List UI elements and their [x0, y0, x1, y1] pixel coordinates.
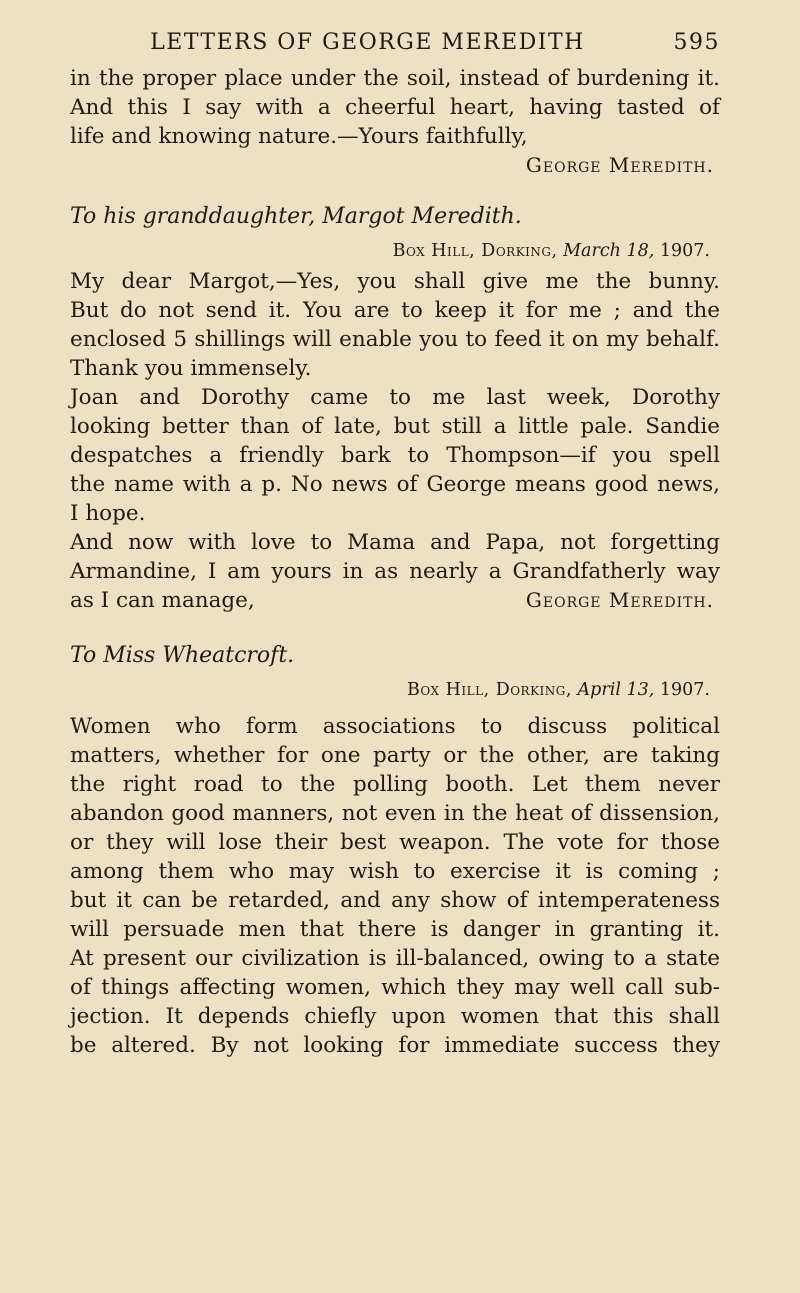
dateline-date: March 18, [563, 241, 655, 261]
text-line: will persuade men that there is danger in granting it. [70, 917, 720, 942]
text-line: Thank you immensely. [70, 356, 312, 381]
text-line: but it can be retarded, and any show of intemperateness [70, 888, 720, 913]
dateline-place: Box Hill, Dorking, [407, 680, 572, 700]
text-line: abandon good manners, not even in the heat of dissension, [70, 801, 720, 826]
dateline-year: 1907. [654, 680, 710, 700]
letter-heading: To Miss Wheatcroft. [70, 643, 295, 668]
text-line: in the proper place under the soil, instead of burdening it. [70, 66, 720, 91]
text-line: despatches a friendly bark to Thompson—if you spell [70, 443, 720, 468]
dateline [70, 676, 720, 704]
text-line: the right road to the polling booth. Let them never [70, 772, 720, 797]
signature: George Meredith. [525, 588, 714, 612]
letter-body [70, 712, 720, 1060]
signature: George Meredith. [525, 153, 714, 177]
dateline-year: 1907. [654, 241, 710, 261]
text-line: And now with love to Mama and Papa, not forgetting [70, 530, 720, 555]
text-line: the name with a p. No news of George means good news, [70, 472, 720, 497]
closing-text: as I can manage, [70, 588, 255, 613]
text-line: be altered. By not looking for immediate success they [70, 1033, 720, 1058]
running-head-title: LETTERS OF GEORGE MEREDITH [150, 30, 585, 55]
text-line: Armandine, I am yours in as nearly a Grandfatherly way [70, 559, 720, 584]
page-number: 595 [673, 30, 720, 55]
text-line: matters, whether for one party or the other, are taking [70, 743, 720, 768]
dateline-date: April 13, [577, 680, 655, 700]
text-line: At present our civilization is ill-balanced, owing to a state [70, 946, 720, 971]
text-line: I hope. [70, 501, 146, 526]
text-line: Joan and Dorothy came to me last week, Dorothy [70, 385, 720, 410]
text-line: looking better than of late, but still a little pale. Sandie [70, 414, 720, 439]
text-line: But do not send it. You are to keep it for me ; and the [70, 298, 720, 323]
running-head [70, 22, 720, 64]
text-line: enclosed 5 shillings will enable you to feed it on my behalf. [70, 327, 720, 352]
letter-body [70, 267, 720, 615]
dateline [70, 237, 720, 265]
closing-line [70, 586, 720, 615]
text-line: jection. It depends chiefly upon women that this shall [70, 1004, 720, 1029]
continuation-paragraph [70, 64, 720, 180]
text-line: My dear Margot,—Yes, you shall give me the bunny. [70, 269, 720, 294]
text-line: Women who form associations to discuss political [70, 714, 720, 739]
text-line: of things affecting women, which they may well call sub- [70, 975, 720, 1000]
text-line: or they will lose their best weapon. The vote for those [70, 830, 720, 855]
text-line: among them who may wish to exercise it is coming ; [70, 859, 720, 884]
text-line: life and knowing nature.—Yours faithfully, [70, 124, 528, 149]
letter-heading: To his granddaughter, Margot Meredith. [70, 204, 522, 229]
dateline-place: Box Hill, Dorking, [392, 241, 558, 261]
book-page [70, 22, 720, 1060]
text-line: And this I say with a cheerful heart, having tasted of [70, 95, 720, 120]
